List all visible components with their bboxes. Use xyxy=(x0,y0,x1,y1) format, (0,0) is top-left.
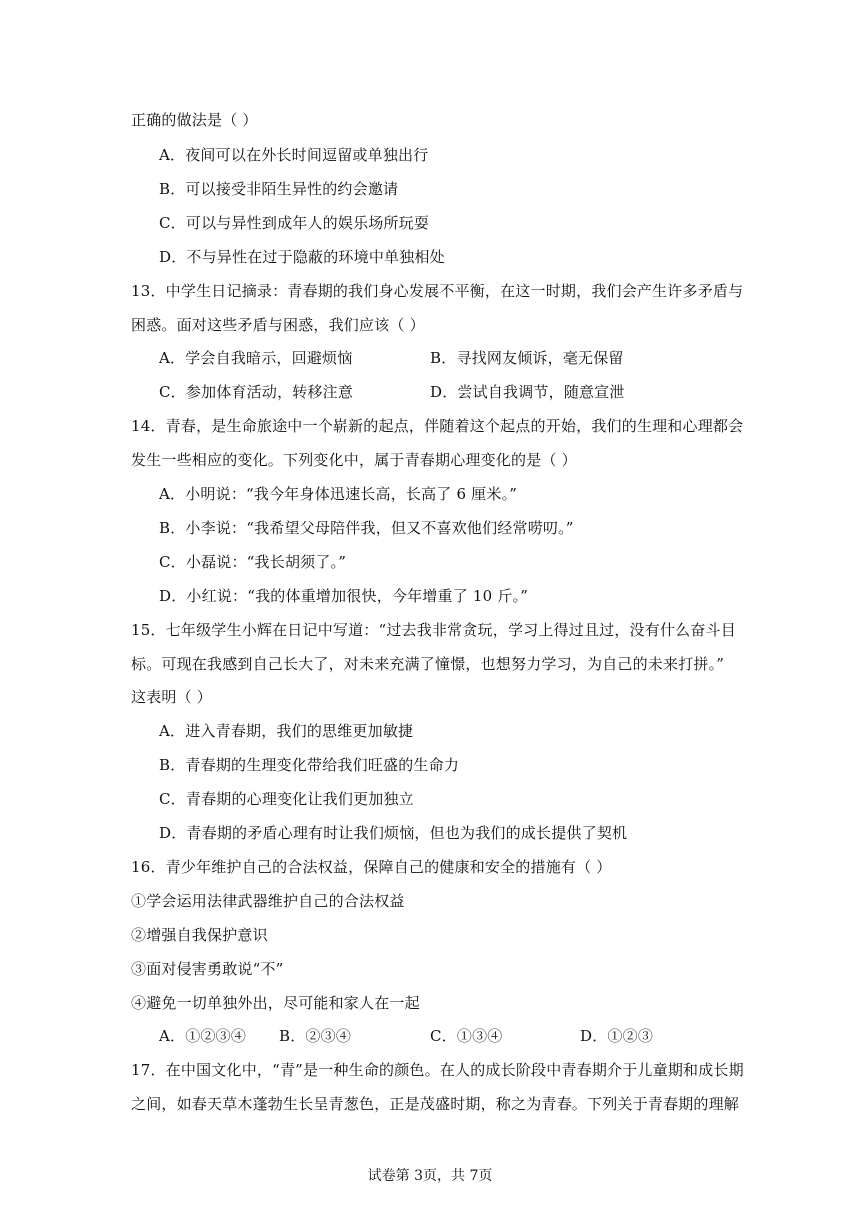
q16-stem: 16．青少年维护自己的合法权益，保障自己的健康和安全的措施有（ ） xyxy=(131,858,612,876)
q15-option-b: B．青春期的生理变化带给我们旺盛的生命力 xyxy=(159,756,460,774)
q12-stem-end: 正确的做法是（ ） xyxy=(131,111,258,129)
q17-stem-line-2: 之间，如春天草木蓬勃生长呈青葱色，正是茂盛时期，称之为青春。下列关于青春期的理解 xyxy=(131,1095,740,1113)
q16-option-a: A．①②③④ xyxy=(159,1027,247,1045)
q16-option-d: D．①②③ xyxy=(580,1027,654,1045)
q12-option-b: B．可以接受非陌生异性的约会邀请 xyxy=(159,180,399,198)
q16-item-3: ③面对侵害勇敢说“不” xyxy=(131,960,284,978)
q12-option-d: D．不与异性在过于隐蔽的环境中单独相处 xyxy=(159,248,445,266)
q14-option-d: D．小红说：“我的体重增加很快，今年增重了 10 斤。” xyxy=(159,587,529,605)
q13-option-c: C．参加体育活动，转移注意 xyxy=(159,383,354,401)
q14-option-c: C．小磊说：“我长胡须了。” xyxy=(159,553,347,571)
q12-option-a: A．夜间可以在外长时间逗留或单独出行 xyxy=(159,146,429,164)
q14-stem-line-1: 14．青春，是生命旅途中一个崭新的起点，伴随着这个起点的开始，我们的生理和心理都会 xyxy=(131,417,744,435)
q15-option-a: A．进入青春期，我们的思维更加敏捷 xyxy=(159,722,414,740)
q15-stem-line-2: 标。可现在我感到自己长大了，对未来充满了憧憬，也想努力学习，为自己的未来打拼。” xyxy=(131,655,725,673)
q13-option-a: A．学会自我暗示，回避烦恼 xyxy=(159,349,353,367)
q15-option-c: C．青春期的心理变化让我们更加独立 xyxy=(159,790,414,808)
q16-option-b: B．②③④ xyxy=(279,1027,352,1045)
q13-stem-line-2: 困惑。面对这些矛盾与困惑，我们应该（ ） xyxy=(131,316,425,334)
q15-option-d: D．青春期的矛盾心理有时让我们烦恼，但也为我们的成长提供了契机 xyxy=(159,824,628,842)
q14-option-b: B．小李说：“我希望父母陪伴我，但又不喜欢他们经常唠叨。” xyxy=(159,519,574,537)
q13-option-d: D．尝试自我调节，随意宣泄 xyxy=(430,383,625,401)
q16-item-1: ①学会运用法律武器维护自己的合法权益 xyxy=(131,892,405,910)
q13-stem-line-1: 13．中学生日记摘录：青春期的我们身心发展不平衡，在这一时期，我们会产生许多矛盾与 xyxy=(131,282,744,300)
q16-item-4: ④避免一切单独外出，尽可能和家人在一起 xyxy=(131,994,420,1012)
q15-stem-line-1: 15．七年级学生小辉在日记中写道：“过去我非常贪玩，学习上得过且过，没有什么奋斗目 xyxy=(131,621,736,639)
q14-option-a: A．小明说：“我今年身体迅速长高，长高了 6 厘米。” xyxy=(159,485,518,503)
q16-option-c: C．①③④ xyxy=(430,1027,503,1045)
page-footer: 试卷第 3页，共 7页 xyxy=(367,1168,493,1184)
q17-stem-line-1: 17．在中国文化中，“青”是一种生命的颜色。在人的成长阶段中青春期介于儿童期和成长期 xyxy=(131,1061,744,1079)
q14-stem-line-2: 发生一些相应的变化。下列变化中，属于青春期心理变化的是（ ） xyxy=(131,451,577,469)
q15-stem-line-3: 这表明（ ） xyxy=(131,688,212,706)
q12-option-c: C．可以与异性到成年人的娱乐场所玩耍 xyxy=(159,214,430,232)
q13-option-b: B．寻找网友倾诉，毫无保留 xyxy=(430,349,624,367)
q16-item-2: ②增强自我保护意识 xyxy=(131,926,268,944)
